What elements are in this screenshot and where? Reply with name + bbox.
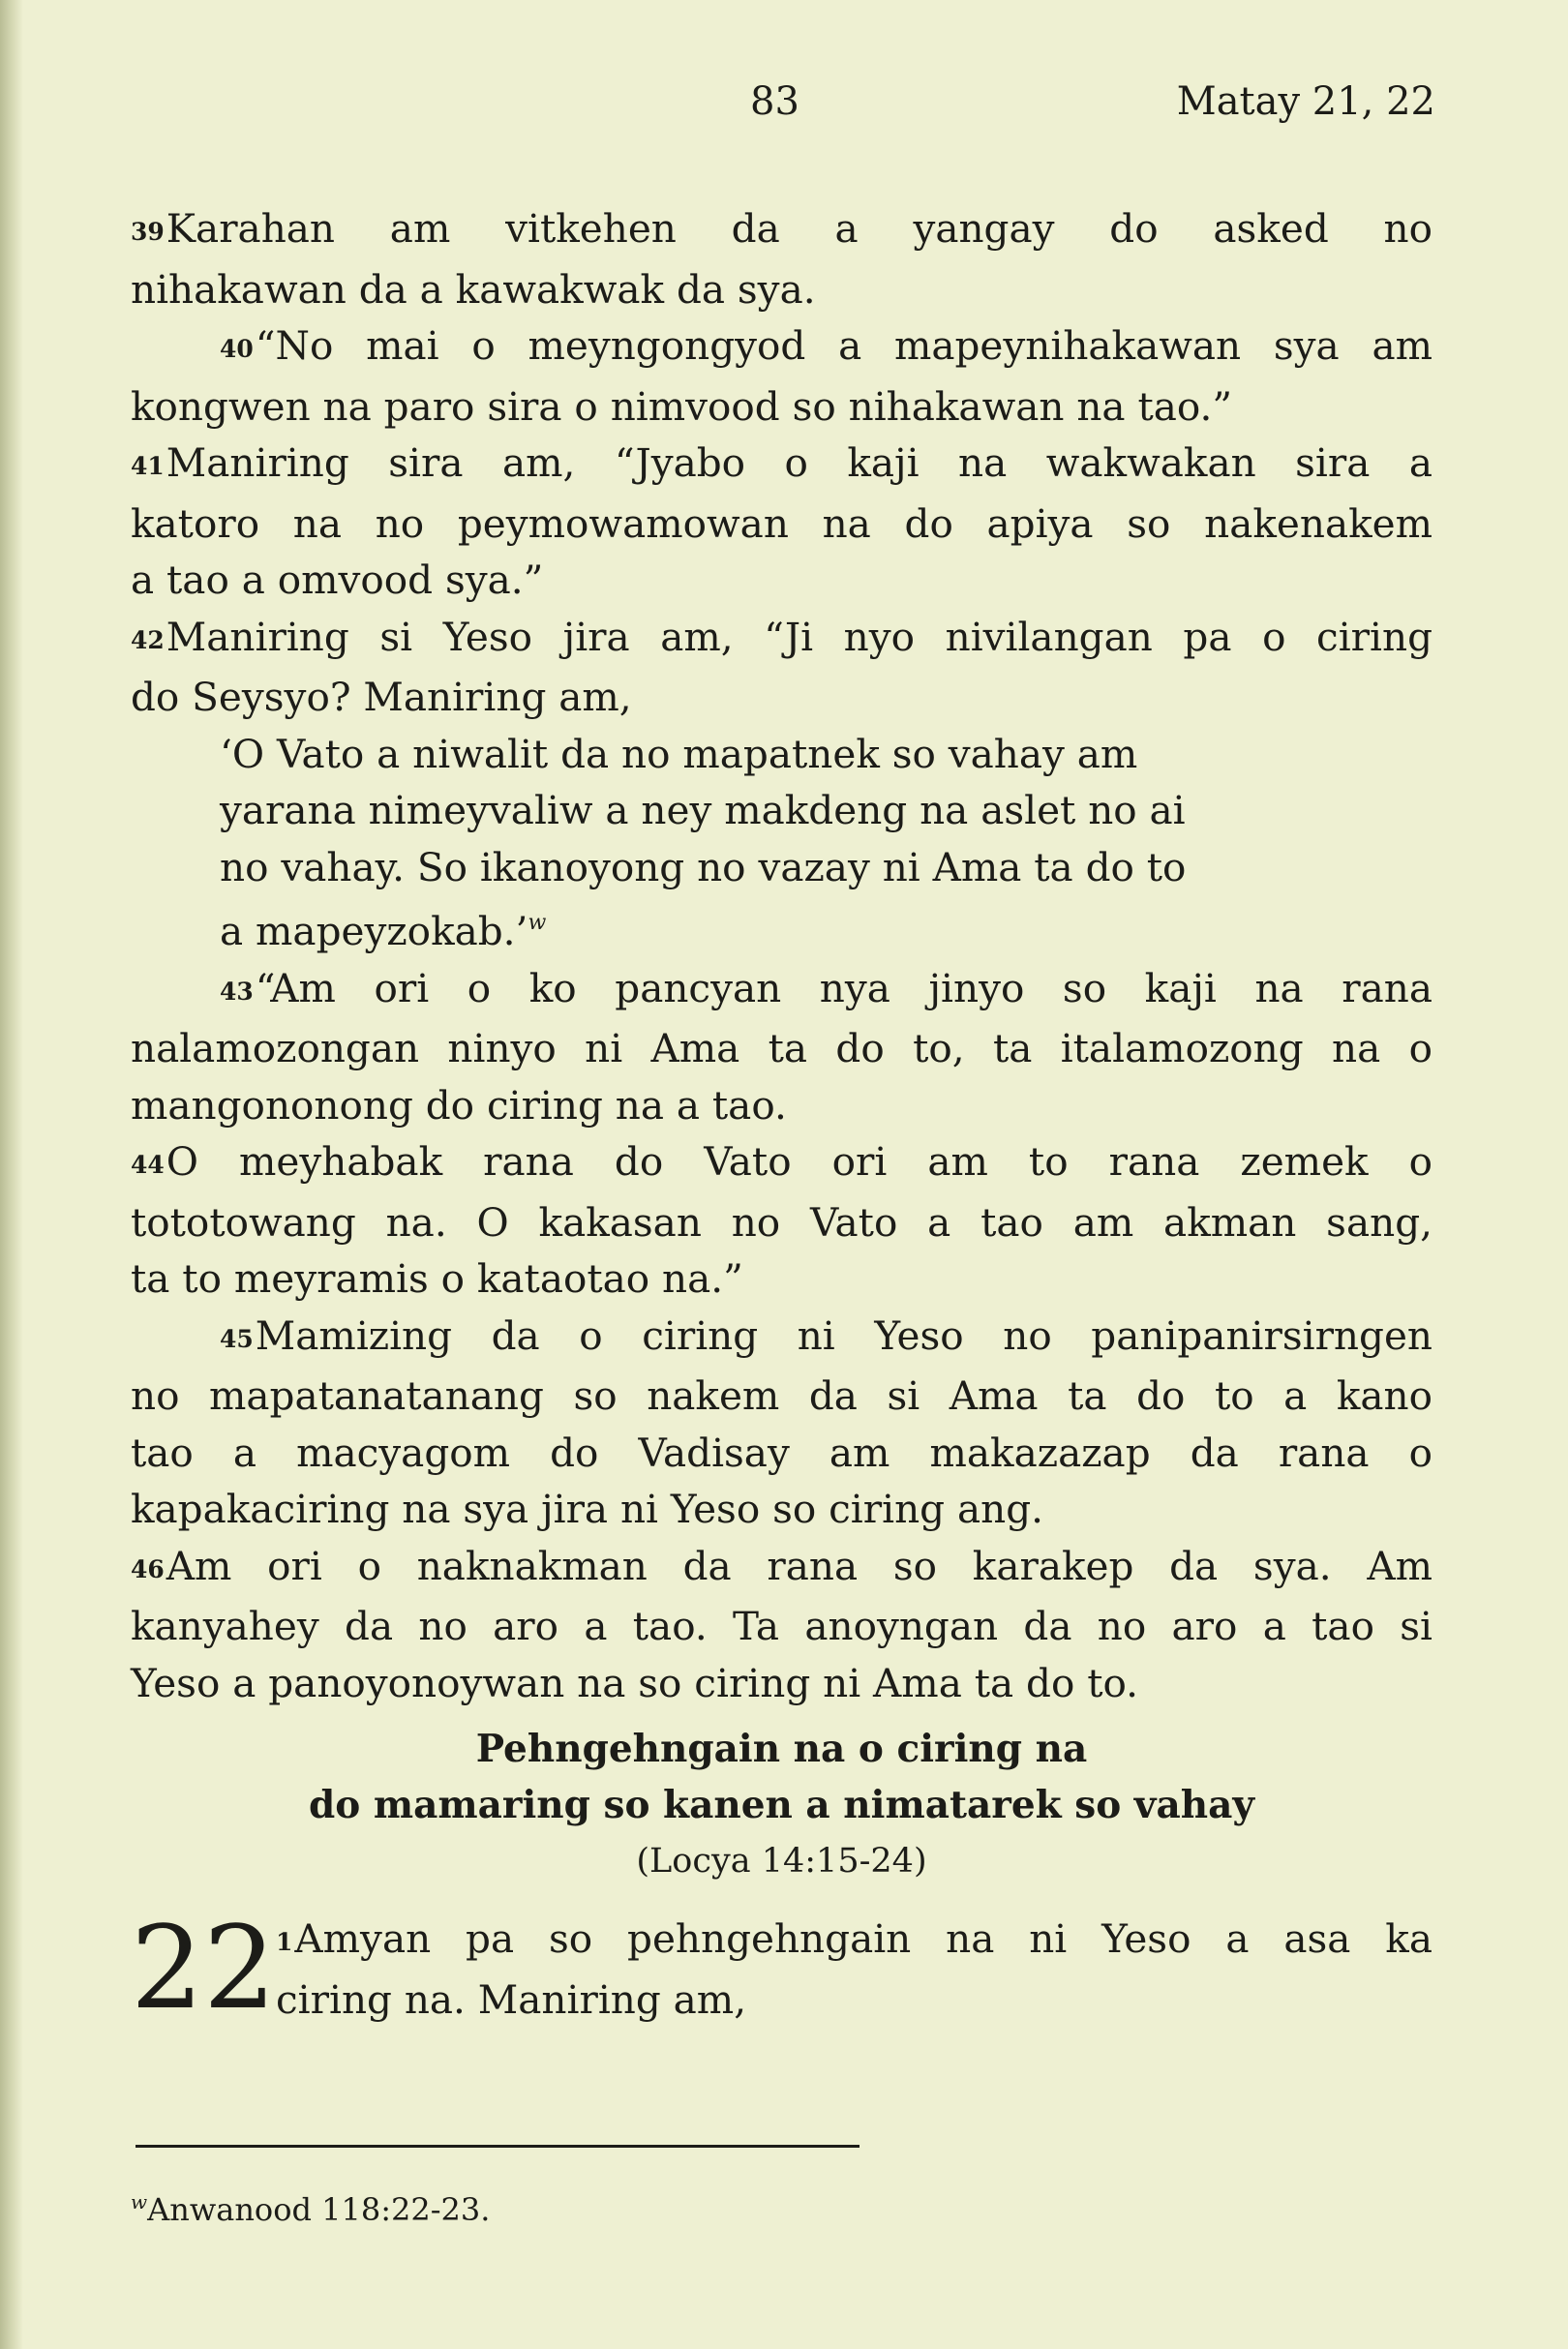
- verse-text: “Am ori o ko pancyan nya jinyo so kaji na rana: [255, 964, 1432, 1011]
- poetry-line: yarana nimeyvaliw a ney makdeng na aslet no ai: [220, 787, 1186, 833]
- poetry-line: ‘O Vato a niwalit da no mapatnek so vahay am: [220, 730, 1138, 777]
- page-header: [0, 79, 1568, 128]
- verse-line: mangononong do ciring na a tao.: [131, 1081, 787, 1129]
- verse-number: 45: [220, 1324, 254, 1353]
- verse-line: tao a macyagom do Vadisay am makazazap da rana o: [131, 1429, 1432, 1476]
- section-heading-line: Pehngehngain na o ciring na: [475, 1727, 1088, 1771]
- chapter-22: [131, 1901, 1432, 2046]
- verse-number: 46: [131, 1554, 165, 1583]
- parallel-reference: (Locya 14:15-24): [636, 1842, 927, 1881]
- verse-line: kanyahey da no aro a tao. Ta anoyngan da no aro a tao si: [131, 1603, 1432, 1649]
- verse-42: [131, 609, 1432, 960]
- poetry-line: [220, 895, 1432, 960]
- verse-line: [131, 960, 1432, 1021]
- verse-41: [131, 435, 1432, 609]
- footnote-mark: w: [131, 2190, 148, 2213]
- poetry-line: no vahay. So ikanoyong no vazay ni Ama ta do to: [220, 843, 1187, 890]
- footnote-marker[interactable]: w: [528, 911, 547, 935]
- section-heading: [131, 1721, 1432, 1889]
- verse-text: O meyhabak rana do Vato ori am to rana zemek o: [166, 1138, 1432, 1185]
- verse-number: 42: [131, 625, 165, 654]
- verse-number: 1: [276, 1928, 293, 1956]
- poetry-text: a mapeyzokab.’: [220, 908, 528, 954]
- verse-43: [131, 960, 1432, 1134]
- verse-line: tototowang na. O kakasan no Vato a tao am akman sang,: [131, 1198, 1432, 1246]
- verse-line: [131, 200, 1432, 261]
- verse-line: [131, 1538, 1432, 1599]
- verse-text: “No mai o meyngongyod a mapeynihakawan sya am: [255, 322, 1432, 369]
- footnote-divider: [136, 2145, 859, 2148]
- verse-45: [131, 1308, 1432, 1538]
- verse-text: Am ori o naknakman da rana so karakep da sya. Am: [166, 1542, 1432, 1589]
- footnote: [131, 2183, 490, 2229]
- running-head: Matay 21, 22: [1176, 79, 1435, 124]
- verse-line: no mapatanatanang so nakem da si Ama ta do to a kano: [131, 1372, 1432, 1419]
- verse-number: 43: [220, 977, 254, 1006]
- verse-46: [131, 1538, 1432, 1712]
- verse-line: ciring na. Maniring am,: [276, 1975, 747, 2023]
- verse-line: nalamozongan ninyo ni Ama ta do to, ta italamozong na o: [131, 1025, 1432, 1071]
- verse-40: [131, 317, 1432, 435]
- verse-line: nihakawan da a kawakwak da sya.: [131, 265, 816, 313]
- verse-line: [276, 1911, 1432, 1972]
- verse-text: Karahan am vitkehen da a yangay do asked no: [166, 205, 1432, 252]
- verse-line: [131, 435, 1432, 496]
- page-number: 83: [750, 79, 799, 124]
- verse-line: Yeso a panoyonoywan na so ciring ni Ama ta do to.: [131, 1659, 1139, 1706]
- section-heading-line: do mamaring so kanen a nimatarek so vahay: [309, 1783, 1254, 1827]
- verse-text: Mamizing da o ciring ni Yeso no panipanirsirngen: [255, 1311, 1432, 1359]
- verse-line: katoro na no peymowamowan na do apiya so nakenakem: [131, 499, 1432, 547]
- chapter-number: 22: [131, 1901, 277, 2034]
- poetry-quote: [131, 726, 1432, 960]
- verse-number: 44: [131, 1151, 165, 1179]
- page-edge: [0, 0, 23, 2349]
- verse-line: kongwen na paro sira o nimvood so nihakawan na tao.”: [131, 382, 1233, 430]
- verse-text: Amyan pa so pehngehngain na ni Yeso a asa ka: [294, 1915, 1432, 1962]
- verse-line: kapakaciring na sya jira ni Yeso so ciring ang.: [131, 1486, 1043, 1532]
- verse-44: [131, 1133, 1432, 1308]
- verse-line: ta to meyramis o kataotao na.”: [131, 1255, 743, 1302]
- verse-line: a tao a omvood sya.”: [131, 557, 544, 603]
- body-text: [131, 200, 1432, 2046]
- chapter-opening-text: [276, 1911, 1432, 2028]
- footnote-text: Anwanood 118:22-23.: [147, 2191, 491, 2228]
- verse-text: Maniring sira am, “Jyabo o kaji na wakwakan sira a: [166, 439, 1432, 486]
- verse-line: do Seysyo? Maniring am,: [131, 674, 632, 720]
- verse-number: 40: [220, 335, 254, 363]
- verse-line: [131, 1133, 1432, 1194]
- verse-number: 39: [131, 218, 165, 246]
- verse-number: 41: [131, 452, 165, 480]
- verse-line: [131, 317, 1432, 378]
- verse-text: Maniring si Yeso jira am, “Ji nyo nivilangan pa o ciring: [166, 613, 1432, 660]
- verse-line: [131, 1308, 1432, 1369]
- verse-line: [131, 609, 1432, 670]
- verse-39: [131, 200, 1432, 317]
